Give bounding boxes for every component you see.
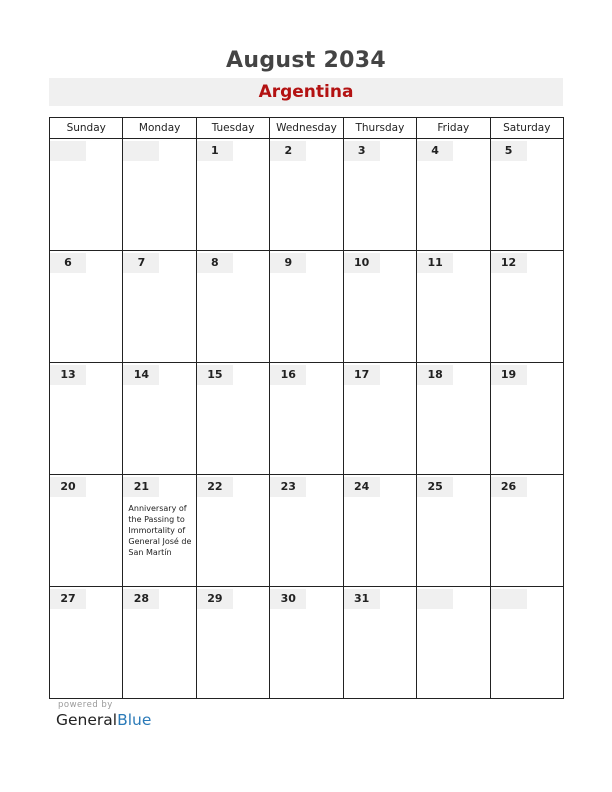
- week-row: [50, 587, 564, 699]
- day-number: 18: [417, 365, 453, 385]
- day-number: 21: [123, 477, 159, 497]
- week-row: [50, 251, 564, 363]
- weekday-saturday: Saturday: [490, 118, 563, 139]
- day-cell: [50, 475, 123, 587]
- day-number: 10: [344, 253, 380, 273]
- day-cell: [417, 251, 490, 363]
- day-number: 23: [270, 477, 306, 497]
- day-number: 9: [270, 253, 306, 273]
- empty-day-marker: [123, 141, 159, 161]
- weekday-tuesday: Tuesday: [196, 118, 269, 139]
- day-number: 16: [270, 365, 306, 385]
- day-cell: [417, 363, 490, 475]
- day-number: 1: [197, 141, 233, 161]
- day-cell: [490, 251, 563, 363]
- day-cell: [417, 139, 490, 251]
- footer: [56, 700, 151, 729]
- day-cell: [270, 587, 343, 699]
- weekday-monday: Monday: [123, 118, 196, 139]
- day-cell: [490, 475, 563, 587]
- day-cell: [343, 475, 416, 587]
- day-cell: [417, 475, 490, 587]
- day-cell: [123, 139, 196, 251]
- day-number: 11: [417, 253, 453, 273]
- day-number: 13: [50, 365, 86, 385]
- day-number: 29: [197, 589, 233, 609]
- day-number: 5: [491, 141, 527, 161]
- powered-by-label: powered by: [58, 700, 113, 710]
- weekday-sunday: Sunday: [50, 118, 123, 139]
- empty-day-marker: [491, 589, 527, 609]
- day-number: 15: [197, 365, 233, 385]
- day-number: 17: [344, 365, 380, 385]
- empty-day-marker: [50, 141, 86, 161]
- day-number: 12: [491, 253, 527, 273]
- weekday-thursday: Thursday: [343, 118, 416, 139]
- day-cell: [490, 139, 563, 251]
- day-number: 7: [123, 253, 159, 273]
- day-number: 28: [123, 589, 159, 609]
- day-cell: [123, 475, 196, 587]
- day-number: 14: [123, 365, 159, 385]
- day-cell: [343, 363, 416, 475]
- day-cell: [50, 251, 123, 363]
- day-cell: [123, 587, 196, 699]
- week-row: [50, 139, 564, 251]
- day-cell: [50, 363, 123, 475]
- brand-name-part2: Blue: [117, 711, 152, 729]
- week-row: [50, 363, 564, 475]
- day-number: 22: [197, 477, 233, 497]
- country-banner: [49, 78, 563, 106]
- calendar-grid: [49, 117, 564, 699]
- day-cell: [490, 363, 563, 475]
- brand-logo: [56, 711, 151, 729]
- day-cell: [343, 139, 416, 251]
- country-name: Argentina: [258, 82, 354, 102]
- day-number: 20: [50, 477, 86, 497]
- day-cell: [343, 587, 416, 699]
- day-cell: [270, 475, 343, 587]
- day-cell: [123, 363, 196, 475]
- day-cell: [196, 363, 269, 475]
- day-cell: [490, 587, 563, 699]
- day-number: 3: [344, 141, 380, 161]
- day-cell: [343, 251, 416, 363]
- weekday-header-row: [50, 118, 564, 139]
- week-row: [50, 475, 564, 587]
- day-number: 6: [50, 253, 86, 273]
- weekday-friday: Friday: [417, 118, 490, 139]
- day-cell: [196, 139, 269, 251]
- day-number: 26: [491, 477, 527, 497]
- day-number: 8: [197, 253, 233, 273]
- day-number: 25: [417, 477, 453, 497]
- day-cell: [196, 475, 269, 587]
- weekday-wednesday: Wednesday: [270, 118, 343, 139]
- page-title: August 2034: [226, 48, 386, 73]
- day-number: 30: [270, 589, 306, 609]
- day-cell: [50, 139, 123, 251]
- empty-day-marker: [417, 589, 453, 609]
- day-cell: [196, 587, 269, 699]
- brand-name-part1: General: [56, 711, 118, 729]
- day-cell: [270, 363, 343, 475]
- day-number: 4: [417, 141, 453, 161]
- day-cell: [270, 251, 343, 363]
- day-cell: [417, 587, 490, 699]
- day-cell: [196, 251, 269, 363]
- holiday-event: Anniversary of the Passing to Immortality of General José de San Martín: [128, 504, 192, 557]
- day-number: 27: [50, 589, 86, 609]
- day-number: 2: [270, 141, 306, 161]
- day-number: 19: [491, 365, 527, 385]
- day-cell: [123, 251, 196, 363]
- day-number: 31: [344, 589, 380, 609]
- day-cell: [270, 139, 343, 251]
- day-cell: [50, 587, 123, 699]
- day-number: 24: [344, 477, 380, 497]
